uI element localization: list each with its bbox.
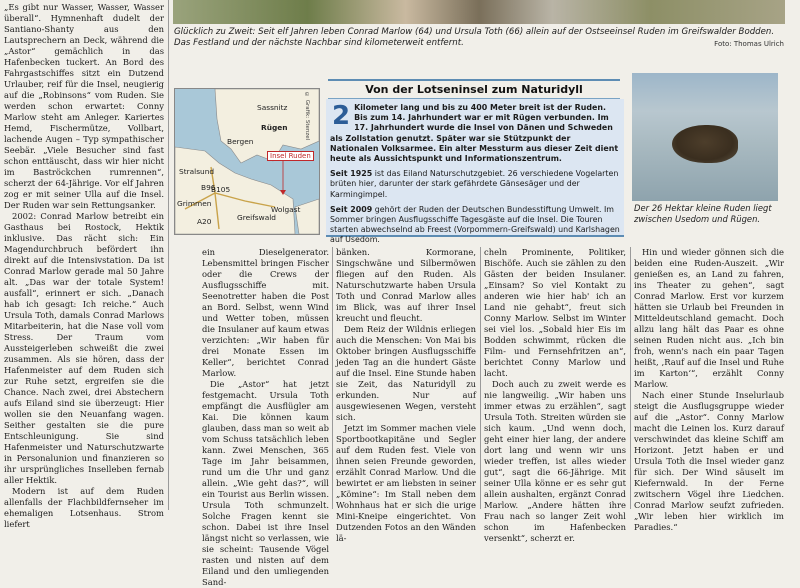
infobox-headline: Von der Lotseninsel zum Naturidyll (328, 79, 620, 99)
paragraph: Nach einer Stunde Inselurlaub steigt die Ausflugsgruppe wieder auf die „Astor“. Conny Marlow macht die Leinen los. Kurz darauf verschwindet das kleine Schiff am Horizont. Jetzt haben er und Ursula Toth die Insel wieder ganz für sich. Der Wind säuselt im Kiefernwald. In der Ferne zwitschern Vögel ihre Liedchen. Conrad Marlow seufzt zufrieden. „Wir leben hier wirklich im Paradies.“ (634, 390, 784, 532)
map-label-bergen: Bergen (227, 137, 254, 146)
map-label-insel-ruden: Insel Ruden (267, 151, 314, 161)
paragraph: Modern ist auf dem Ruden allenfalls der Flachbildfernseher im ehemaligen Lotsenhaus. Strom liefert (4, 486, 164, 529)
paragraph: bänken. Kormorane, Singschwäne und Silbermöwen fliegen auf den Ruden. Als Naturschutzwarte haben Ursula Toth und Conrad Marlow alles im Blick, was auf ihrer Insel kreucht und fleucht. (336, 247, 476, 323)
map-label-grimmen: Grimmen (177, 199, 212, 208)
top-photo-caption: Glücklich zu Zweit: Seit elf Jahren leben Conrad Marlow (64) und Ursula Toth (66) allein auf der Ostseeinsel Ruden im Greifswalder Bodden. Das Festland und der nächste Nachbar sind kilometerweit entfernt. (174, 27, 775, 48)
column-divider (480, 247, 481, 509)
island-photo (632, 73, 778, 201)
map-label-greifswald: Greifswald (237, 213, 276, 222)
column-divider (168, 0, 169, 510)
paragraph: Hin und wieder gönnen sich die beiden eine Ruden-Auszeit. „Wir genießen es, an Land zu fahren, ins Theater zu gehen“, sagt Conrad Marlow. Erst vor kurzem hätten sie Urlaub bei Freunden in Mitteldeutschland gemacht. Doch allzu lang hält das Paar es ohne seinen Ruden nicht aus. „Ich bin froh, wenn's nach ein paar Tagen heißt, ‚Rauf auf die Insel und Ruhe im Karton‘“, erzählt Conny Marlow. (634, 247, 784, 389)
paragraph: cheln Prominente, Politiker, Bischöfe. Auch sie zählen zu den Gästen der beiden Insulaner. „Einsam? So viel Kontakt zu anderen wie hier hab' ich an Land nie gehabt“, freut sich Conny Marlow. Selbst im Winter sei viel los. „Sobald hier Eis im Bodden schwimmt, rücken die Film- und Fernsehfritzen an“, berichtet Conny Marlow und lacht. (484, 247, 626, 378)
info-box (326, 99, 624, 245)
infobox-text-3: gehört der Ruden der Deutschen Bundesstiftung Umwelt. Im Sommer bringen Ausflugsschiffe Tagesgäste auf die Insel. Die Touren starten abwechselnd ab Freest (Vorpommern-Greifswald) und Karlshagen auf Usedom. (330, 204, 620, 245)
paragraph: 2002: Conrad Marlow betreibt ein Gasthaus bei Rostock, Hektik inklusive. Das rächt sich: Ein Magendurchbruch befördert ihn direkt auf die Intensivstation. Da ist Conrad Marlow gerade mal 50 Jahre alt. „Das war der totale System! ausfall“, erinnert er sich. „Danach hab ich gesagt: Ich reiche.“ Auch Ursula Toth, damals Conrad Marlows Mitarbeiterin, hat die Nase voll vom Stress. Der Traum vom Aussteigerleben schweißt die zwei zusammen. Als sie hören, dass der Hafenmeister auf dem Ruden sich zur Ruhe setzt, ergreifen sie die Chance. Nach zwei, drei Abstechern aufs Eiland sind sie überzeugt: Hier wollen sie den Neuanfang wagen. Seither gestalten sie die pure Entschleunigung. Sie sind Hafenmeister und Naturschutzwarte in Personalunion und finanzieren so ihr ursprüngliches Inselleben fernab aller Hektik. (4, 211, 164, 485)
locator-map (174, 88, 320, 235)
column-divider (332, 247, 333, 509)
infobox-text-2: ist das Eiland Naturschutzgebiet. 26 verschiedene Vogelarten brüten hier, darunter der stark gefährdete Gänsesäger und der Karmingimpel. (330, 169, 619, 199)
paragraph: Jetzt im Sommer machen viele Sportbootkapitäne und Segler auf dem Ruden fest. Viele von ihnen seien Freunde geworden, erzählt Conrad Marlow. Und die bewirtet er am liebsten in seiner „Kömine“: Im Stall neben dem Wohnhaus hat er sich die urige Mini-Kneipe eingerichtet. Von Dutzenden Fotos an den Wänden lä- (336, 423, 476, 543)
island-photo-caption: Der 26 Hektar kleine Ruden liegt zwischen Usedom und Rügen. (634, 203, 772, 224)
map-credit: © Grafik: Stenzel (304, 92, 310, 141)
photo-credit: Foto: Thomas Ulrich (714, 40, 784, 48)
infobox-lead-2: Seit 1925 (330, 169, 373, 179)
map-label-stralsund: Stralsund (179, 167, 215, 176)
paragraph: Die „Astor“ hat jetzt festgemacht. Ursula Toth empfängt die Ausflügler am Kai. Die können kaum glauben, dass man so weit ab vom Schuss tatsächlich leben kann. Zwei Menschen, 365 Tage im Jahr beisammen, rund um die Uhr und ganz allein. „Wie geht das?“, will ein Tourist aus Berlin wissen. Ursula Toth schmunzelt. Solche Fragen kennt sie schon. Dabei ist ihre Insel längst nicht so verlassen, wie sie scheint: Tausende Vögel rasten und nisten auf dem Eiland und den umliegenden Sand- (202, 379, 329, 587)
top-photo (173, 0, 785, 24)
article-column-3 (336, 247, 476, 543)
map-label-b96: B96 (201, 183, 216, 192)
article-column-1 (4, 2, 164, 529)
article-column-4 (484, 247, 626, 543)
paragraph: Doch auch zu zweit werde es nie langweilig. „Wir haben uns immer etwas zu erzählen“, sagt Ursula Toth. Streiten würden sie sich kaum. „Und wenn doch, geht einer hier lang, der andere dort lang und wenn wir uns wieder treffen, ist alles wieder gut“, sagt die 66-Jährige. Mit seiner Ulla könne er es sehr gut allein aushalten, ergänzt Conrad Marlow. „Andere hätten ihre Frau nach so langer Zeit wohl schon im Hafenbecken versenkt“, scherzt er. (484, 379, 626, 543)
infobox-paragraph (330, 169, 620, 200)
paragraph: Dem Reiz der Wildnis erliegen auch die Menschen: Von Mai bis Oktober bringen Ausflugsschiffe jeden Tag an die hundert Gäste auf die Insel. Eine Stunde haben sie Zeit, das Naturidyll zu erkunden. Nur auf ausgewiesenen Wegen, versteht sich. (336, 324, 476, 422)
map-label-b105: B105 (211, 185, 231, 194)
island-shape (672, 125, 738, 163)
paragraph: ein Dieselgenerator. Lebensmittel bringen Fischer oder die Crews der Ausflugsschiffe mit. Seenotretter haben die Post an Bord. Selbst, wenn Wind und Wetter toben, müssen die Insulaner auf kaum etwas verzichten: „Wir haben für drei Monate Essen im Keller“, berichtet Conrad Marlow. (202, 247, 329, 378)
infobox-text-1: Kilometer lang und bis zu 400 Meter breit ist der Ruden. Bis zum 14. Jahrhundert war er mit Rügen verbunden. Im 17. Jahrhundert wurde die Insel von Dänen und Schweden als Zollstation genutzt. Später war sie Stützpunkt der Nationalen Volksarmee. Ein alter Messturm aus dieser Zeit dient heute als Aussichtspunkt und Informationszentrum. (330, 103, 619, 164)
column-divider (630, 247, 631, 509)
infobox-paragraph (330, 103, 620, 164)
map-label-a20: A20 (197, 217, 212, 226)
map-label-ruegen: Rügen (261, 123, 288, 132)
map-label-sassnitz: Sassnitz (257, 103, 288, 112)
map-label-wolgast: Wolgast (271, 205, 301, 214)
article-column-5 (634, 247, 784, 532)
article-column-2 (202, 247, 329, 587)
infobox-big-number: 2 (332, 101, 351, 131)
infobox-paragraph (330, 205, 620, 246)
paragraph: „Es gibt nur Wasser, Wasser, Wasser überall“. Hymnenhaft dudelt der Santiano-Shanty aus den Lautsprechern an Deck, während die „Astor“ gemächlich in das Hafenbecken tuckert. An Bord des Fahrgastschiffes sitzt ein Dutzend Urlauber, reif für die Insel, neugierig auf die „Robinsons“ vom Ruden. Sie werden schon erwartet: Conny Marlow steht am Anleger. Kariertes Hemd, Fischermütze, Vollbart, lachende Augen – Typ sympathischer Seebär. „Viele Besucher sind fast schon enttäuscht, dass wir hier nicht im Baströckchen rumrennen“, scherzt der 64-Jährige. Vor elf Jahren zog er mit seiner Ulla auf die Insel. Der Ruden war sein Rettungsanker. (4, 2, 164, 210)
infobox-lead-3: Seit 2009 (330, 204, 373, 214)
